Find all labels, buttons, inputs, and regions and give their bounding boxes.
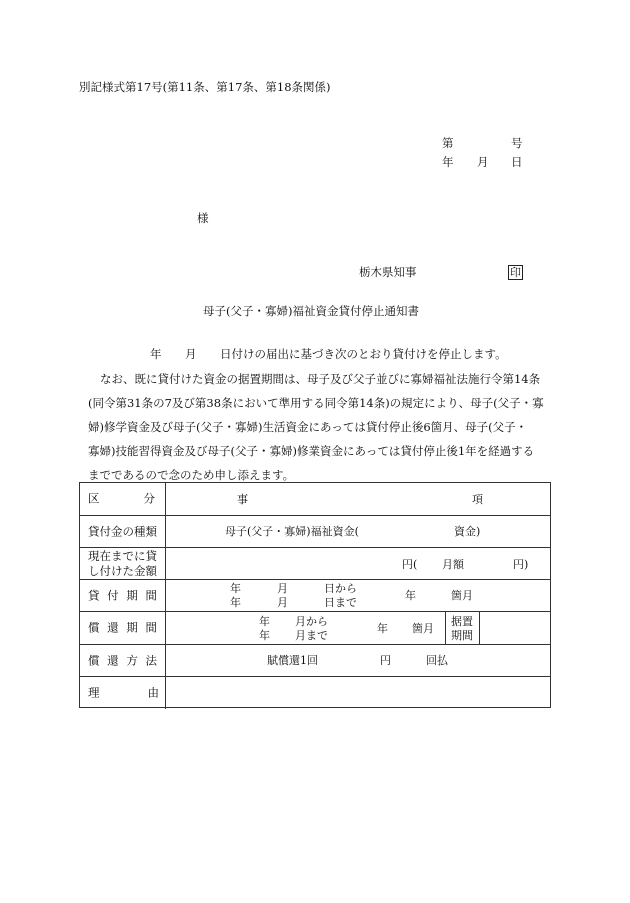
reason-label-2: 由 [147, 685, 159, 700]
period-to-year: 年 [230, 596, 241, 609]
body-year: 年 [150, 347, 162, 361]
body-line-2: なお、既に貸付けた資金の据置期間は、母子及び父子並びに寡婦福祉法施行令第14条 [100, 372, 541, 386]
grace-value-divider [479, 612, 480, 644]
amount-label-line-1: 現在までに貸 [88, 548, 157, 563]
period-from-year: 年 [230, 582, 241, 595]
document-number-go: 号 [511, 136, 523, 150]
repay-duration-months: 箇月 [412, 622, 434, 635]
table-header-row [80, 483, 550, 516]
body-line-6: までであるので念のため申し添えます。 [88, 468, 295, 482]
reason-row [80, 677, 550, 709]
loan-type-label: 貸付金の種類 [88, 524, 157, 538]
form-reference: 別記様式第17号(第11条、第17条、第18条関係) [79, 80, 331, 94]
repayment-method-label-cell [80, 645, 166, 676]
body-month: 月 [185, 347, 197, 361]
repay-from-month: 月から [295, 615, 328, 628]
amount-label-line-2: し付けた金額 [88, 563, 157, 578]
header-kubun-2: 分 [143, 491, 155, 506]
amount-monthly: 月額 [442, 558, 464, 571]
repay-from-year: 年 [259, 615, 270, 628]
repay-to-year: 年 [259, 629, 270, 642]
period-from-month: 月 [277, 582, 288, 595]
repay-installment: 賦償還1回 [267, 654, 318, 667]
repayment-method-row [80, 645, 550, 677]
repayment-period-label-1: 償 [88, 620, 100, 635]
body-paragraph [88, 367, 558, 487]
document-number-dai: 第 [442, 136, 454, 150]
header-jikou-2: 項 [472, 493, 483, 506]
amount-yen-close: 円) [513, 558, 529, 571]
date-day: 日 [511, 155, 523, 169]
grace-label-2: 期間 [451, 629, 473, 642]
addressee-suffix: 様 [197, 211, 209, 225]
loan-type-prefix: 母子(父子・寡婦)福祉資金( [225, 525, 359, 538]
loan-period-row [80, 580, 550, 612]
period-to-day: 日まで [324, 596, 357, 609]
grace-label-1: 据置 [451, 615, 473, 628]
amount-label [88, 549, 157, 579]
grace-divider [445, 612, 446, 644]
reason-label-1: 理 [88, 685, 100, 700]
repay-yen: 円 [380, 654, 391, 667]
document-title: 母子(父子・寡婦)福祉資金貸付停止通知書 [203, 304, 419, 318]
period-to-month: 月 [277, 596, 288, 609]
loan-type-label-cell [80, 516, 166, 547]
date-year: 年 [442, 155, 454, 169]
repayment-method-label-4: 法 [145, 652, 157, 667]
loan-period-label-4: 間 [145, 587, 157, 602]
amount-yen-open: 円( [402, 558, 418, 571]
amount-row [80, 548, 550, 580]
period-duration-year: 年 [405, 589, 416, 602]
body-line-3: (同令第31条の7及び第38条において準用する同令第14条)の規定により、母子(父子・寡 [88, 396, 544, 410]
repayment-period-row [80, 612, 550, 645]
header-jikou-1: 事 [237, 493, 248, 506]
repayment-period-label-2: 還 [107, 620, 119, 635]
amount-label-cell [80, 548, 166, 579]
loan-type-suffix: 資金) [454, 525, 481, 538]
loan-period-label-2: 付 [107, 587, 119, 602]
repayment-period-label-4: 間 [145, 620, 157, 635]
sender-name: 栃木県知事 [359, 265, 417, 279]
loan-type-row [80, 516, 550, 548]
header-kubun-cell [80, 483, 166, 515]
repayment-method-label-1: 償 [88, 652, 100, 667]
loan-period-label-cell [80, 580, 166, 611]
header-kubun-1: 区 [88, 491, 100, 506]
repay-duration-year: 年 [377, 622, 388, 635]
repayment-method-label-3: 方 [126, 652, 138, 667]
body-line-5: 寡婦)技能習得資金及び母子(父子・寡婦)修業資金にあっては貸付停止後1年を経過する [88, 444, 535, 458]
repayment-period-label-cell [80, 612, 166, 644]
period-from-day: 日から [324, 582, 357, 595]
loan-details-table [79, 482, 551, 708]
repay-to-month: 月まで [295, 629, 328, 642]
body-line-4: 婦)修学資金及び母子(父子・寡婦)生活資金にあっては貸付停止後6箇月、母子(父子・ [88, 420, 528, 434]
reason-label-cell [80, 677, 166, 709]
body-line-1: 日付けの届出に基づき次のとおり貸付けを停止します。 [220, 347, 507, 361]
period-duration-months: 箇月 [451, 589, 473, 602]
loan-period-label-1: 貸 [88, 587, 100, 602]
repay-times: 回払 [426, 654, 448, 667]
repayment-period-label-3: 期 [126, 620, 138, 635]
date-month: 月 [477, 155, 489, 169]
seal-mark: 印 [510, 266, 521, 279]
repayment-method-label-2: 還 [107, 652, 119, 667]
loan-period-label-3: 期 [126, 587, 138, 602]
